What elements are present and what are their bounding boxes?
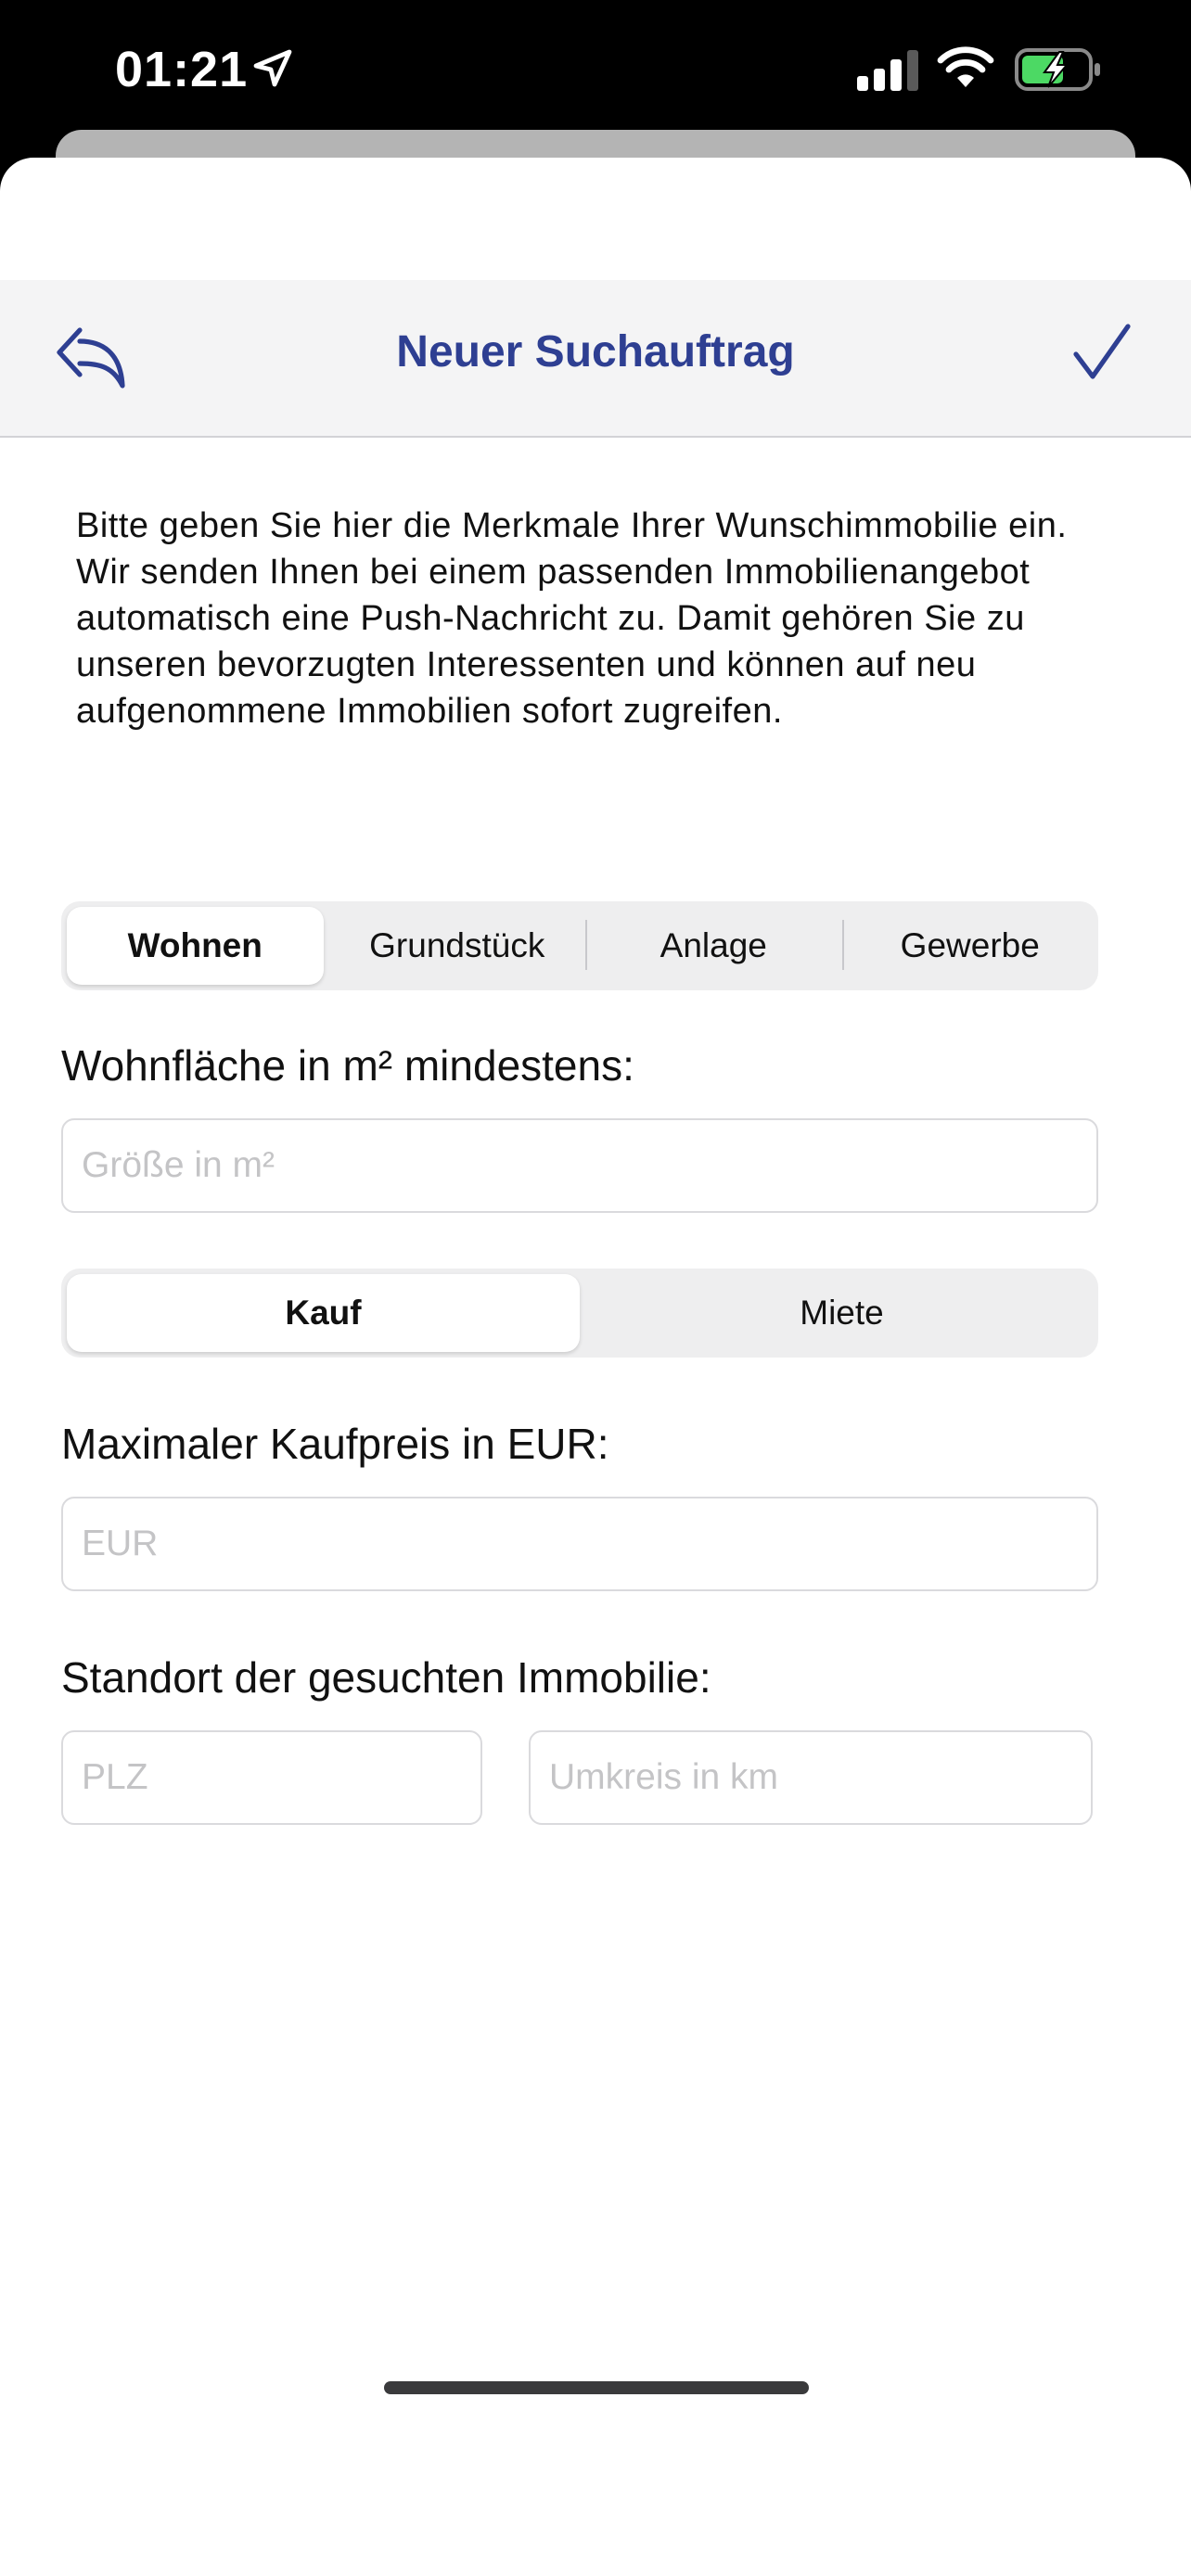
status-time: 01:21 xyxy=(115,42,249,97)
checkmark-icon[interactable] xyxy=(1072,323,1132,382)
cellular-signal-icon xyxy=(857,50,918,91)
segment-grundstueck[interactable]: Grundstück xyxy=(369,926,545,964)
battery-charging-icon xyxy=(1015,48,1104,91)
location-label: Standort der gesuchten Immobilie: xyxy=(61,1653,711,1702)
radius-input[interactable] xyxy=(529,1730,1093,1825)
intro-text: Bitte geben Sie hier die Merkmale Ihrer Wunschimmobilie ein. Wir senden Ihnen bei einem passenden Immobilienangebot automatisch eine Push-Nachricht zu. Damit gehören Sie zu unseren bevorzugten Interessenten und können auf neu aufgenommene Immobilien sofort zugreifen. xyxy=(76,506,1068,731)
property-type-segmented-control xyxy=(61,901,1098,990)
zip-input[interactable] xyxy=(61,1730,482,1825)
navigation-bar xyxy=(0,280,1191,438)
segment-anlage[interactable]: Anlage xyxy=(585,901,842,990)
area-input[interactable] xyxy=(61,1118,1098,1213)
segment-miete[interactable]: Miete xyxy=(800,1294,884,1332)
page-title: Neuer Suchauftrag xyxy=(396,327,795,376)
home-indicator xyxy=(384,2381,809,2394)
transaction-segmented-control xyxy=(61,1269,1098,1358)
segment-wohnen[interactable]: Wohnen xyxy=(67,907,324,985)
search-order-sheet xyxy=(0,158,1191,2576)
location-arrow-icon xyxy=(250,46,295,91)
status-bar xyxy=(0,0,1191,139)
segment-gewerbe[interactable]: Gewerbe xyxy=(842,901,1099,990)
wifi-icon xyxy=(937,46,994,89)
price-label: Maximaler Kaufpreis in EUR: xyxy=(61,1420,609,1468)
area-label: Wohnfläche in m² mindestens: xyxy=(61,1041,634,1090)
price-input[interactable] xyxy=(61,1497,1098,1591)
segment-kauf[interactable]: Kauf xyxy=(67,1274,580,1352)
